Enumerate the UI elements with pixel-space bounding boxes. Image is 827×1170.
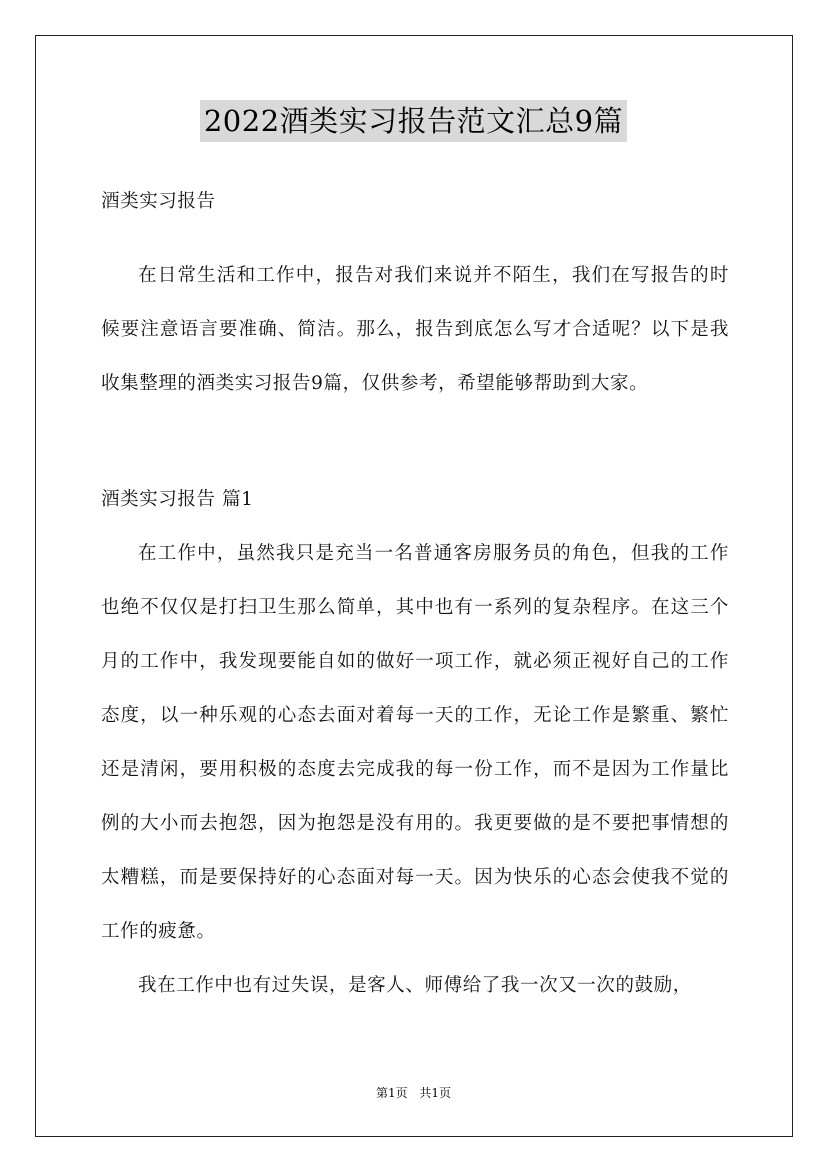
section-1-heading: 酒类实习报告 篇1 — [101, 489, 254, 510]
section-1-paragraph-2: 我在工作中也有过失误，是客人、师傅给了我一次又一次的鼓励， — [138, 975, 692, 996]
section-1-paragraph-1: 在工作中，虽然我只是充当一名普通客房服务员的角色，但我的工作也绝不仅仅是打扫卫生那么简单，其中也有一系列的复杂程序。在这三个月的工作中，我发现要能自如的做好一项工作，就必须正视好自己的工作态度，以一种乐观的心态去面对着每一天的工作，无论工作是繁重、繁忙还是清闲，要用积极的态度去完成我的每一份工作，而不是因为工作量比例的大小而去抱怨，因为抱怨是没有用的。我更要做的是不要把事情想的太糟糕，而是要保持好的心态面对每一天。因为快乐的心态会使我不觉的工作的疲惫。 — [101, 543, 729, 942]
intro-heading: 酒类实习报告 — [101, 191, 216, 212]
spacer — [101, 229, 729, 249]
page-number: 第1页 — [375, 1086, 408, 1100]
page-footer — [0, 1084, 827, 1102]
spacer — [101, 411, 729, 473]
document-body — [101, 175, 729, 1013]
document-title: 2022酒类实习报告范文汇总9篇 — [200, 100, 627, 142]
intro-paragraph: 在日常生活和工作中，报告对我们来说并不陌生，我们在写报告的时候要注意语言要准确、简洁。那么，报告到底怎么写才合适呢？以下是我收集整理的酒类实习报告9篇，仅供参考，希望能够帮助到大家。 — [101, 265, 729, 394]
page-total: 共1页 — [419, 1086, 452, 1100]
title-container — [0, 100, 827, 142]
